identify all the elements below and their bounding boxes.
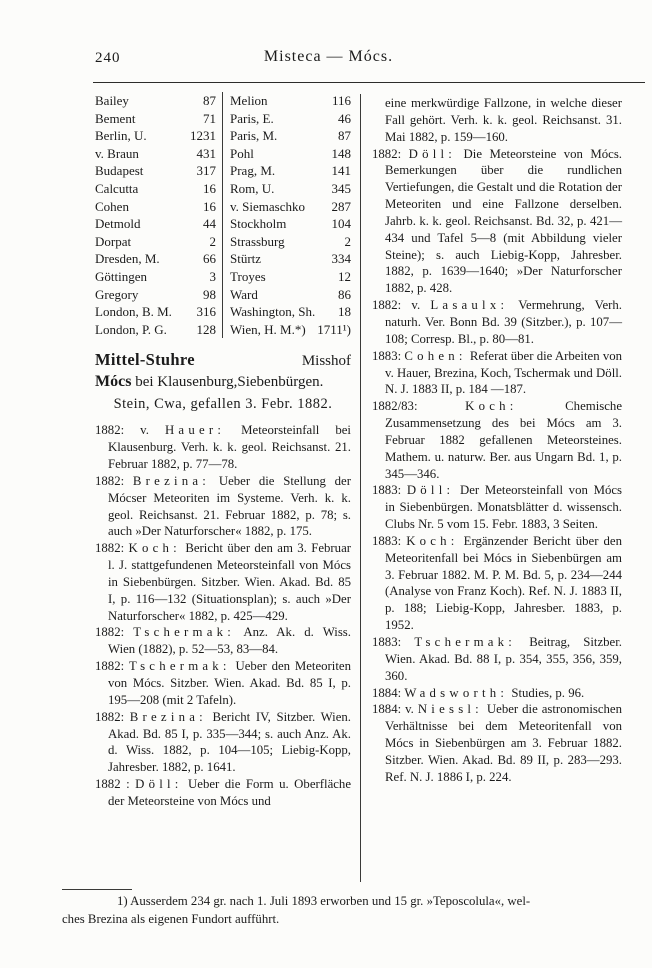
column-divider-rule [360,94,361,882]
entry-author: Döll: [406,483,455,498]
table-cell-left [95,303,223,321]
entry-text: Ueber die astronomischen Verhältnisse bei dem Meteoritenfall von Mócs in Siebenbürgen am 3. Februar 1882. Sitzber. Wien. Akad. Bd. 89 II, p. 283—293. Ref. N. J. 1886 I, p. 224. [385,702,623,784]
collection-name: Stockholm [230,216,287,232]
entry-author: Koch: [406,533,459,548]
entry-year: 1883: [372,483,402,498]
bibliography-entry [372,701,622,785]
header-rule [93,82,645,83]
entry-author: Tschermak: [414,635,517,649]
entry-text: Ueber den Meteoriten von Mócs. Sitzber. Wien. Akad. Bd. 85 I, p. 195—208 (mit 2 Tafeln). [108,659,351,707]
collection-name: Melion [230,93,268,108]
collection-name: v. Braun [95,145,139,161]
table-row [95,127,351,145]
collection-weight: 44 [203,216,216,232]
entry-author-prefix: v. [140,423,149,438]
table-cell-left [95,215,223,233]
collection-weight: 3 [209,268,216,284]
entry-text: Chemische Zusammensetzung des bei Mócs am 3. Februar 1882 gefallenen Meteorsteines. Mathem. u. naturw. Ber. aus Ungarn Bd. 1, p. 345—346. [385,399,623,481]
entry-text: Vermehrung, Verh. naturh. Ver. Bonn Bd. 39 (Sitzber.), p. 107—108; Corresp. Bl., p. 80—81. [385,298,623,346]
table-cell-left [95,127,223,145]
table-cell-right [223,250,351,268]
table-cell-left [95,92,223,110]
bibliography-left [95,422,351,809]
collection-weight: 2 [344,233,351,249]
collection-weight: 87 [203,93,216,108]
bibliography-entry [372,533,622,634]
collection-weight: 148 [331,145,351,161]
collection-name: Pohl [230,145,254,161]
locality-mocs: Mócs [95,373,132,391]
collection-name: Ward [230,286,258,302]
table-cell-right [223,286,351,304]
table-cell-left [95,250,223,268]
footnote-rule [62,889,132,890]
table-cell-left [95,321,223,339]
collection-weight: 431 [196,145,216,161]
collection-weight: 345 [331,180,351,196]
entry-text: Ergänzender Bericht über den Meteoritenfall bei Mócs in Siebenbürgen am 3. Februar 1882. M. P. M. Bd. 5, p. 234—244 (Analyse von Franz Koch). Ref. N. J. 1883 II, p. 188; Liebig-Kopp, Jahresber. 1883, p. 1952. [385,533,623,633]
bibliography-entry [95,624,351,658]
entry-author-prefix: v. [411,298,421,313]
bibliography-entry [372,297,622,348]
left-column [95,92,351,810]
entry-year: 1882: [95,659,125,674]
collection-name: Budapest [95,163,144,179]
table-row [95,110,351,128]
locality-name-right: Misshof [301,353,351,370]
entry-text: Anz. Ak. d. Wiss. Wien (1882), p. 52—53, 83—84. [108,625,351,657]
entry-year: 1883: [372,635,402,649]
bibliography-entry [372,348,622,399]
entry-year: 1883: [372,348,402,363]
collection-weight: 2 [209,233,216,249]
table-cell-left [95,198,223,216]
entry-text: Die Meteorsteine von Mócs. Bemerkungen über die rundlichen Vertiefungen, die Gestalt und die Rotation der Meteoriten und eine Fallzone derselben. Jahrb. k. k. geol. Reichsanst. Bd. 32, p. 421—434 und Tafel 5—8 (mit Abbildung vieler Steine); s. auch Liebig-Kopp, Jahresber. 1882, p. 1639—1640; »Der Naturforscher 1882, p. 428. [385,146,623,296]
collection-weight: 87 [338,128,351,144]
entry-author: Niessl: [417,702,483,717]
entry-year: 1884: [372,702,402,717]
page-number: 240 [95,50,121,66]
table-row [95,286,351,304]
collection-weight: 12 [338,268,351,284]
entry-text: Der Meteorsteinfall von Mócs in Siebenbürgen. Monatsblätter d. wissensch. Clubs Nr. 5 vom 15. Febr. 1883, 3 Seiten. [385,483,622,532]
footnote [62,893,622,928]
heading-line [95,350,351,370]
collection-name: Rom, U. [230,180,275,196]
collection-weight: 1711¹) [317,321,351,337]
collection-weight: 1231 [190,128,216,144]
entry-year: 1883: [372,533,402,548]
collection-weight: 66 [203,251,216,267]
entry-text: Meteorsteinfall bei Klausenburg. Verh. k. k. geol. Reichsanst. 21. Februar 1882, p. 77—78. [108,423,351,471]
entry-author: Lasaulx: [430,298,509,313]
entry-author: Tschermak: [128,659,231,674]
bibliography-entry [372,685,622,702]
entry-author: Döll: [408,146,457,161]
table-cell-right [223,268,351,286]
entry-author: Brezina: [132,473,211,488]
collection-name: Berlin, U. [95,128,147,144]
collection-name: Bailey [95,93,129,108]
entry-text: Referat über die Arbeiten von v. Hauer, Brezina, Koch, Tschermak und Döll. N. J. 1883 II, p. 184 —187. [385,348,623,397]
table-cell-left [95,110,223,128]
collection-name: Washington, Sh. [230,304,316,320]
entry-year: 1882: [95,625,125,640]
collection-name: Prag, M. [230,163,276,179]
collection-weight: 128 [196,321,216,337]
table-cell-right [223,145,351,163]
collection-weight: 18 [338,304,351,320]
collection-name: Bement [95,110,136,126]
bibliography-entry [95,709,351,776]
collection-name: v. Siemaschko [230,198,305,214]
right-column [372,95,622,786]
collection-weight: 16 [203,180,216,196]
collection-name: Stürtz [230,251,262,267]
entry-text: Ueber die Stellung der Mócser Meteoriten im Systeme. Verh. k. k. geol. Reichsanst. 21. Februar 1882, p. 78; s. auch »Der Naturforscher« 1882, p. 175. [108,473,351,539]
table-cell-right [223,321,351,339]
collection-name: Paris, M. [230,128,278,144]
collection-name: Gregory [95,286,139,302]
table-cell-left [95,180,223,198]
bibliography-entry [372,146,622,298]
collection-name: London, B. M. [95,304,172,320]
entry-author: Cohen: [404,348,467,363]
table-row [95,180,351,198]
bibliography-entry [372,634,622,685]
collection-name: Paris, E. [230,110,274,126]
locality-description: bei Klausenburg,Siebenbürgen. [135,374,324,391]
collections-weight-table [95,92,351,338]
table-row [95,92,351,110]
entry-year: 1882: [372,146,402,161]
entry-year: 1882: [95,473,125,488]
entry-year: 1882/83: [372,399,418,414]
table-row [95,198,351,216]
entry-year: 1882: [95,423,125,438]
entry-year: 1884: [372,685,402,700]
running-head: Misteca — Mócs. [263,48,394,65]
table-row [95,145,351,163]
table-cell-right [223,92,351,110]
entry-author-prefix: v. [405,702,414,717]
fall-description: Stein, Cwa, gefallen 3. Febr. 1882. [113,396,333,413]
entry-text: Studies, p. 96. [511,685,585,700]
collection-weight: 317 [196,163,216,179]
collection-name: London, P. G. [95,321,167,337]
table-cell-right [223,303,351,321]
collection-name: Detmold [95,216,141,232]
table-row [95,268,351,286]
entry-author: Tschermak: [133,625,236,640]
collection-weight: 116 [331,93,351,108]
entry-author: Brezina: [129,709,207,724]
entry-author: Hauer: [164,423,226,438]
collection-name: Göttingen [95,268,147,284]
entry-author: Döll: [135,777,183,792]
table-row [95,162,351,180]
bibliography-entry [95,422,351,473]
bibliography-entry [95,776,351,810]
page-header [95,48,622,72]
bibliography-entry [95,658,351,709]
entry-year: 1882 : [95,777,130,792]
table-row [95,233,351,251]
table-row [95,250,351,268]
bibliography-right [372,146,622,786]
entry-year: 1882: [95,709,125,724]
table-cell-right [223,127,351,145]
collection-name: Troyes [230,268,266,284]
collection-weight: 46 [338,110,351,126]
table-cell-left [95,268,223,286]
entry-text: Beitrag, Sitzber. Wien. Akad. Bd. 88 I, p. 354, 355, 356, 359, 360. [385,635,622,683]
collection-weight: 98 [203,286,216,302]
table-cell-left [95,145,223,163]
collection-weight: 287 [331,198,351,214]
table-cell-right [223,233,351,251]
collection-weight: 16 [203,198,216,214]
table-row [95,303,351,321]
entry-continuation: eine merkwürdige Fallzone, in welche dieser Fall gehört. Verh. k. k. geol. Reichsanst. 31. Mai 1882, p. 159—160. [385,96,622,144]
entry-author: Koch: [128,541,181,556]
footnote-line-2: ches Brezina als eigenen Fundort aufführt. [62,911,280,926]
entry-text: Bericht über den am 3. Februar l. J. stattgefundenen Meteorsteinfall von Mócs in Siebenbürgen. Sitzber. Wien. Akad. Bd. 85 I, p. 116—132 (Situationsplan); s. auch »Der Naturforscher« 1882, p. 425—429. [108,541,352,623]
table-cell-right [223,110,351,128]
bibliography-entry [95,473,351,540]
collection-name: Dresden, M. [95,251,160,267]
entry-author: Koch: [465,399,518,414]
bibliography-entry [372,398,622,482]
table-cell-right [223,215,351,233]
section-heading [95,350,351,413]
table-cell-left [95,162,223,180]
collection-weight: 316 [196,304,216,320]
table-cell-right [223,198,351,216]
entry-text: Bericht IV, Sitzber. Wien. Akad. Bd. 85 I, p. 335—344; s. auch Anz. Ak. d. Wiss. 1882, p. 104—105; Liebig-Kopp, Jahresber. 1882, p. 1641. [108,709,352,775]
collection-weight: 86 [338,286,351,302]
collection-name: Calcutta [95,180,139,196]
collection-weight: 141 [331,163,351,179]
collection-weight: 71 [203,110,216,126]
locality-line [95,373,351,391]
table-cell-left [95,286,223,304]
collection-name: Wien, H. M.*) [230,321,306,337]
collection-name: Strassburg [230,233,285,249]
table-cell-right [223,180,351,198]
locality-name-bold: Mittel-Stuhre [95,350,195,370]
entry-text: Ueber die Form u. Oberfläche der Meteorsteine von Mócs und [108,777,352,808]
table-row [95,321,351,339]
table-cell-right [223,162,351,180]
collection-name: Dorpat [95,233,132,249]
entry-author: Wadsworth: [404,685,509,700]
table-cell-left [95,233,223,251]
bibliography-entry [95,540,351,624]
entry-year: 1882: [372,298,402,313]
collection-weight: 334 [331,251,351,267]
collection-weight: 104 [331,216,351,232]
collection-name: Cohen [95,198,129,214]
entry-year: 1882: [95,541,125,556]
footnote-line-1: 1) Ausserdem 234 gr. nach 1. Juli 1893 erworben und 15 gr. »Teposcolula«, wel- [117,894,531,908]
table-row [95,215,351,233]
bibliography-entry [372,482,622,533]
